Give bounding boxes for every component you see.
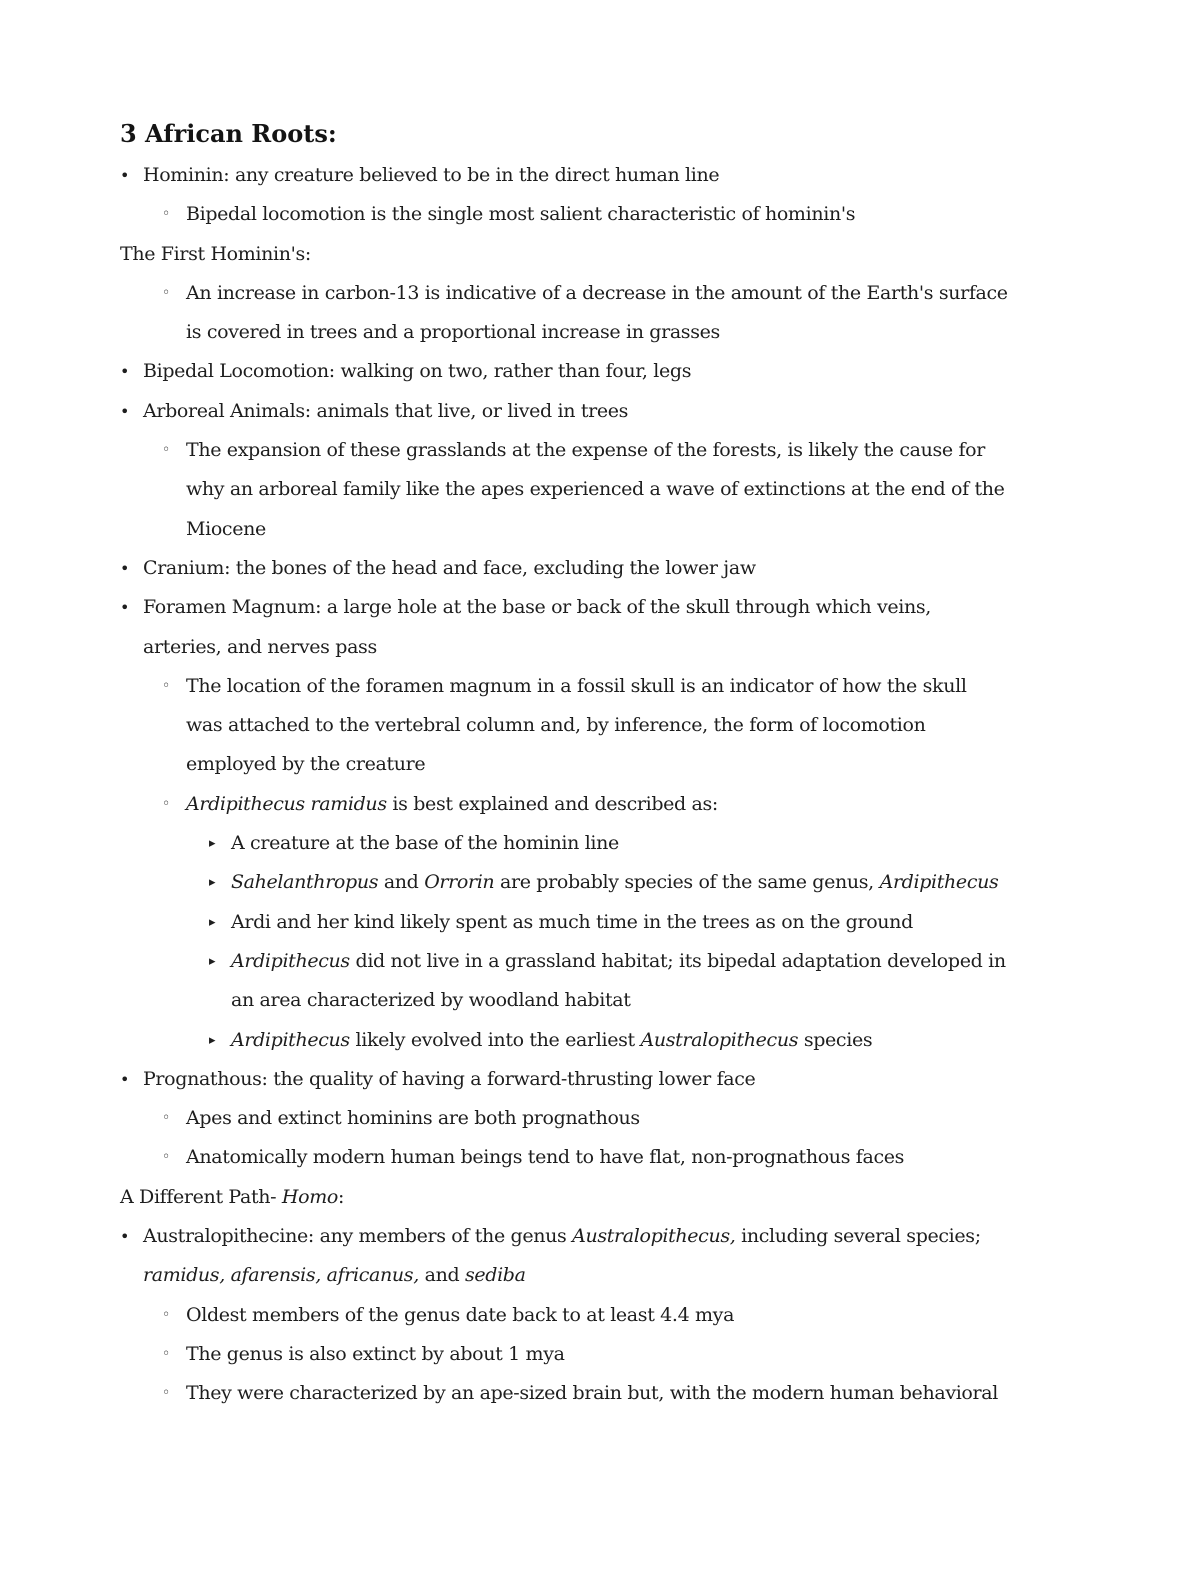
bullet-icon: ◦: [162, 677, 170, 694]
list-item-level-2: [120, 274, 1080, 313]
list-item-level-3: [120, 942, 1080, 981]
list-item-level-2: [120, 667, 1080, 706]
list-item-level-3: [120, 903, 1080, 942]
bullet-icon: ◦: [162, 1306, 170, 1323]
list-item-level-3: [120, 981, 1080, 1020]
bullet-icon: ◦: [162, 795, 170, 812]
italic-term: Australopithecus: [640, 1028, 799, 1051]
list-item-level-1: [120, 156, 1080, 195]
line-text: are probably species of the same genus,: [494, 871, 880, 894]
line-text: likely evolved into the earliest: [349, 1028, 641, 1051]
bullet-icon: •: [120, 558, 130, 578]
list-item-level-2: [120, 431, 1080, 470]
list-item-level-1: [120, 352, 1080, 391]
italic-term: Ardipithecus: [231, 1028, 350, 1051]
bullet-icon: ◦: [162, 1110, 170, 1127]
line-text: and: [418, 1264, 465, 1287]
line-text: Ardi and her kind likely spent as much time in the trees as on the ground: [231, 910, 913, 933]
list-item-level-2: [120, 195, 1080, 234]
italic-term: Australopithecus,: [572, 1225, 736, 1248]
bullet-icon: ▸: [209, 836, 216, 852]
line-text: species: [798, 1028, 873, 1051]
list-item-level-1: [120, 1060, 1080, 1099]
line-text: Anatomically modern human beings tend to have flat, non-prognathous faces: [186, 1146, 905, 1169]
bullet-icon: ▸: [209, 914, 216, 930]
line-text: is best explained and described as:: [386, 792, 718, 815]
bullet-icon: ◦: [162, 1385, 170, 1402]
page-title: 3 African Roots:: [120, 119, 337, 148]
list-item-level-1: [120, 549, 1080, 588]
line-text: Bipedal Locomotion: walking on two, rather than four, legs: [143, 360, 692, 383]
line-text: Miocene: [186, 517, 266, 540]
line-text: An increase in carbon-13 is indicative of a decrease in the amount of the Earth's surface: [186, 281, 1008, 304]
list-item-level-2: [120, 510, 1080, 549]
line-text: The First Hominin's:: [120, 242, 311, 265]
italic-term: Orrorin: [424, 871, 495, 894]
list-item-level-2: [120, 745, 1080, 784]
line-text: Bipedal locomotion is the single most salient characteristic of hominin's: [186, 203, 856, 226]
line-text: Cranium: the bones of the head and face, excluding the lower jaw: [143, 556, 756, 579]
italic-term: ramidus, afarensis, africanus,: [143, 1264, 419, 1287]
italic-term: Ardipithecus ramidus: [186, 792, 387, 815]
list-item-level-1: [120, 588, 1080, 627]
line-text: arteries, and nerves pass: [143, 635, 377, 658]
list-item-level-1: [120, 628, 1080, 667]
line-text: The genus is also extinct by about 1 mya: [186, 1342, 565, 1365]
line-text: why an arboreal family like the apes experienced a wave of extinctions at the end of the: [186, 478, 1005, 501]
bullet-icon: ▸: [209, 953, 216, 969]
line-text: Australopithecine: any members of the genus: [143, 1225, 573, 1248]
line-text: an area characterized by woodland habitat: [231, 989, 631, 1012]
italic-term: Sahelanthropus: [231, 871, 379, 894]
list-item-level-2: [120, 1296, 1080, 1335]
notes-body: [120, 156, 1080, 1414]
list-item-level-1: [120, 1217, 1080, 1256]
line-text: was attached to the vertebral column and, by inference, the form of locomotion: [186, 714, 926, 737]
line-text: :: [338, 1185, 345, 1208]
bullet-icon: ◦: [162, 1149, 170, 1166]
line-text: The location of the foramen magnum in a fossil skull is an indicator of how the skull: [186, 674, 967, 697]
italic-term: Ardipithecus: [231, 949, 350, 972]
bullet-icon: •: [120, 362, 130, 382]
list-item-level-1: [120, 392, 1080, 431]
bullet-icon: •: [120, 401, 130, 421]
line-text: and: [378, 871, 425, 894]
italic-term: Homo: [281, 1185, 338, 1208]
line-text: Hominin: any creature believed to be in the direct human line: [143, 164, 720, 186]
line-text: Prognathous: the quality of having a forward-thrusting lower face: [143, 1067, 756, 1090]
line-text: A Different Path-: [120, 1185, 282, 1208]
bullet-icon: ▸: [209, 875, 216, 891]
italic-term: Ardipithecus: [879, 871, 999, 894]
line-text: The expansion of these grasslands at the expense of the forests, is likely the cause for: [186, 439, 986, 462]
list-item-level-1: [120, 1256, 1080, 1295]
bullet-icon: ◦: [162, 1345, 170, 1362]
bullet-icon: •: [120, 1227, 130, 1247]
bullet-icon: •: [120, 598, 130, 618]
list-item-level-3: [120, 863, 1080, 902]
bullet-icon: •: [120, 1069, 130, 1089]
bullet-icon: ◦: [162, 284, 170, 301]
line-text: did not live in a grassland habitat; its bipedal adaptation developed in: [349, 949, 1006, 972]
line-text: Arboreal Animals: animals that live, or lived in trees: [143, 399, 629, 422]
section-heading: [120, 235, 1080, 274]
bullet-icon: ▸: [209, 1032, 216, 1048]
line-text: including several species;: [735, 1225, 981, 1248]
list-item-level-2: [120, 1374, 1080, 1413]
list-item-level-2: [120, 1099, 1080, 1138]
list-item-level-3: [120, 824, 1080, 863]
line-text: is covered in trees and a proportional increase in grasses: [186, 321, 720, 344]
bullet-icon: ◦: [162, 442, 170, 459]
list-item-level-2: [120, 1138, 1080, 1177]
list-item-level-3: [120, 1021, 1080, 1060]
line-text: They were characterized by an ape-sized brain but, with the modern human behavioral: [186, 1382, 998, 1405]
bullet-icon: ◦: [162, 206, 170, 223]
line-text: Oldest members of the genus date back to at least 4.4 mya: [186, 1303, 735, 1326]
line-text: Apes and extinct hominins are both prognathous: [186, 1107, 640, 1130]
section-heading: [120, 1178, 1080, 1217]
line-text: Foramen Magnum: a large hole at the base or back of the skull through which veins,: [143, 596, 931, 619]
italic-term: sediba: [464, 1264, 526, 1287]
bullet-icon: •: [120, 166, 130, 185]
list-item-level-2: [120, 785, 1080, 824]
list-item-level-2: [120, 313, 1080, 352]
line-text: employed by the creature: [186, 753, 426, 776]
list-item-level-2: [120, 1335, 1080, 1374]
list-item-level-2: [120, 706, 1080, 745]
line-text: A creature at the base of the hominin line: [231, 832, 619, 855]
list-item-level-2: [120, 470, 1080, 509]
